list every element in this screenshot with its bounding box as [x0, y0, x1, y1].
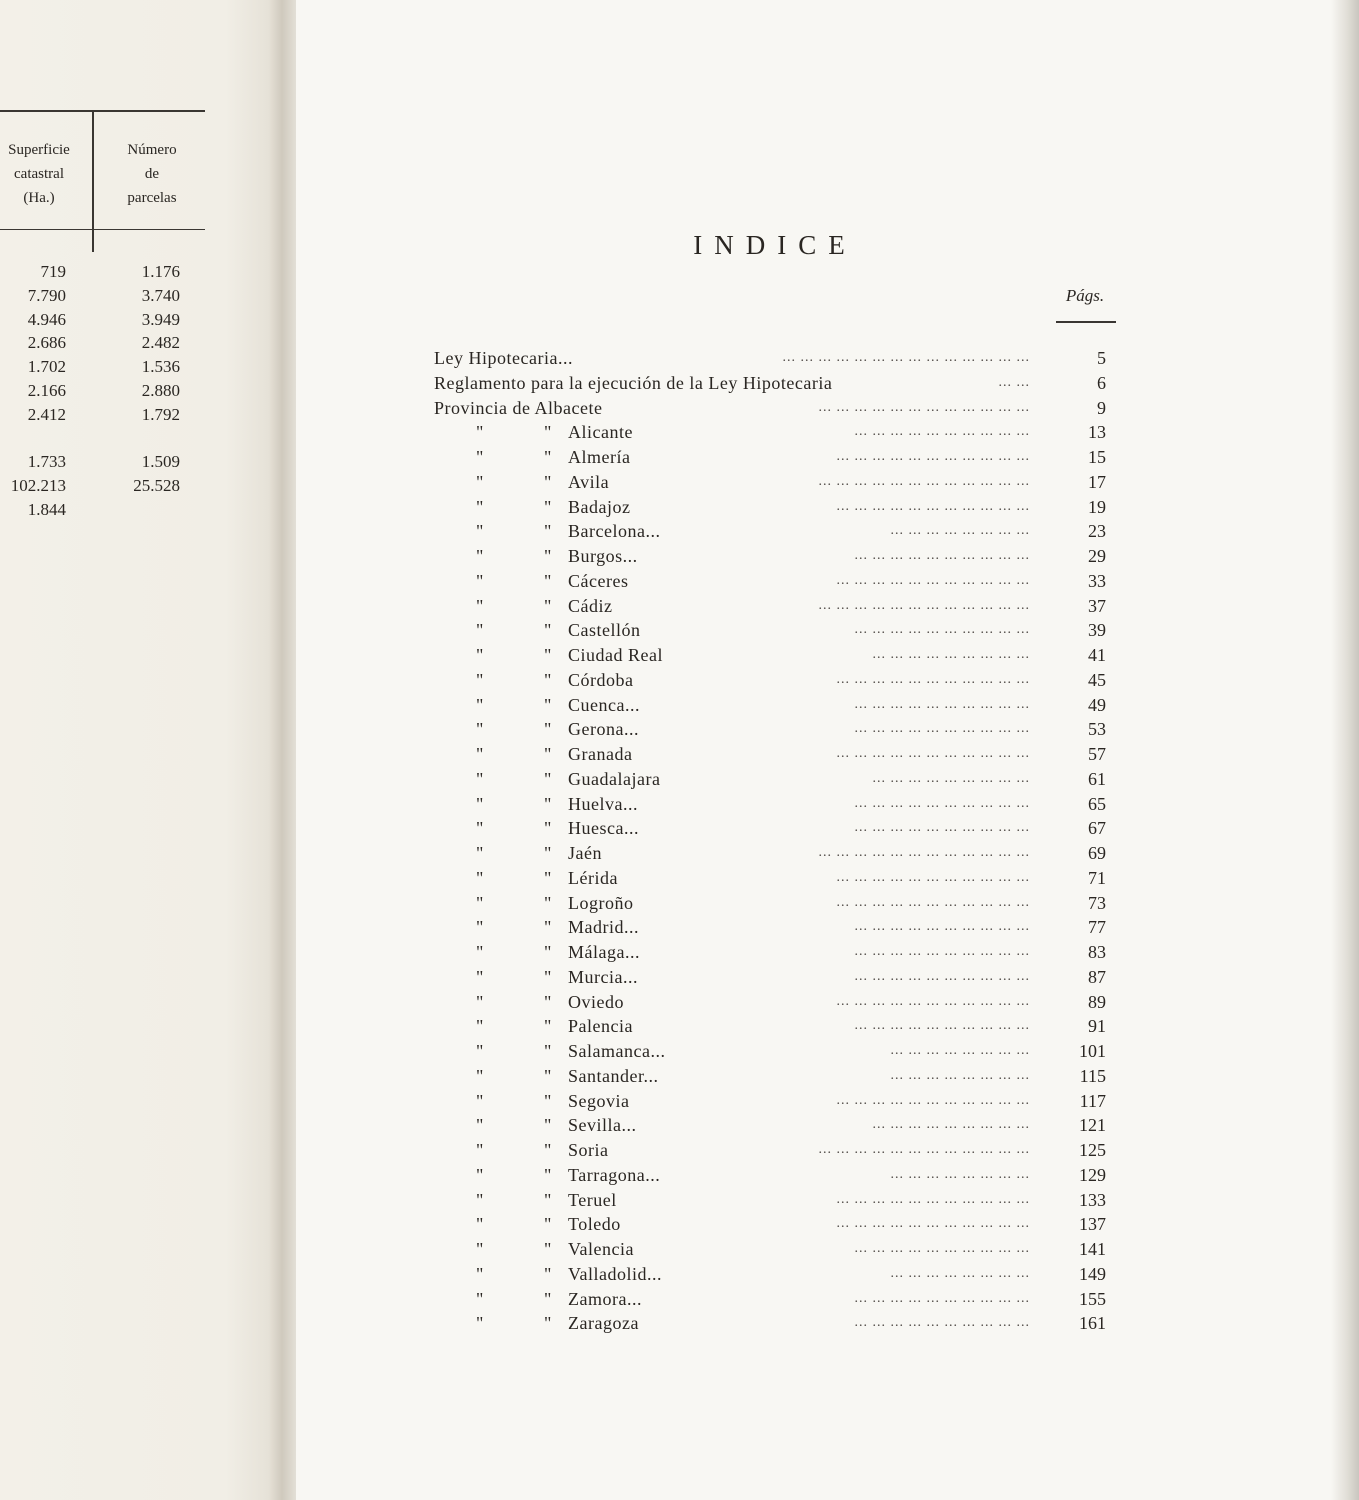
toc-entry [434, 816, 1106, 840]
toc-entry [434, 1014, 1106, 1038]
leader-dots: ... ... ... ... ... ... ... ... ... ... [854, 622, 1030, 638]
province-name: Teruel [568, 1189, 617, 1210]
toc-entry-label: Provincia de Albacete [434, 397, 603, 418]
left-page [0, 0, 282, 1500]
province-name: Valladolid... [568, 1263, 662, 1284]
toc-entry [434, 1262, 1106, 1286]
pages-column-label: Págs. [1065, 286, 1105, 305]
ditto-mark: " [476, 1164, 484, 1185]
ditto-mark: " [544, 1140, 552, 1160]
parcelas-value: 1.536 [141, 357, 180, 377]
province-name: Guadalajara [568, 768, 661, 789]
leader-dots: ... ... ... ... ... ... ... ... ... ... [854, 820, 1030, 836]
leader-dots: ... ... ... ... ... ... ... ... ... ... ... [836, 449, 1030, 464]
ditto-mark: " [544, 892, 552, 913]
parcelas-value: 1.176 [141, 262, 180, 281]
province-name: Tarragona... [568, 1164, 661, 1185]
toc-entry [434, 371, 1106, 395]
leader-dots: ... ... ... ... ... ... ... ... [890, 1265, 1030, 1281]
province-name: Salamanca... [568, 1041, 666, 1061]
toc-entry [434, 519, 1106, 543]
toc-entry [434, 544, 1106, 568]
ditto-mark: " [544, 942, 552, 962]
toc-entry [434, 470, 1106, 494]
ditto-mark: " [476, 942, 484, 962]
ditto-mark: " [476, 843, 484, 863]
header-line: Superficie [8, 142, 70, 158]
ditto-mark: " [476, 1090, 484, 1111]
leader-dots: ... ... ... ... ... ... ... ... ... ... [854, 795, 1030, 811]
leader-dots: ... ... ... ... ... ... ... ... ... [872, 770, 1030, 786]
toc-entry [434, 915, 1106, 939]
toc-page-number: 17 [1088, 471, 1106, 492]
ditto-mark: " [476, 645, 484, 665]
ditto-mark: " [476, 422, 484, 443]
toc-entry [434, 1188, 1106, 1212]
ditto-mark: " [544, 719, 552, 740]
toc-entry [434, 792, 1106, 816]
header-line: (Ha.) [23, 190, 55, 206]
toc-page-number: 6 [1097, 372, 1106, 393]
ditto-mark: " [544, 620, 552, 641]
leader-dots: ... ... ... ... ... ... ... ... ... ... ... [836, 993, 1030, 1009]
ditto-mark: " [544, 546, 552, 566]
toc-page-number: 45 [1088, 669, 1106, 690]
ditto-mark: " [544, 521, 552, 542]
province-name: Cádiz [568, 595, 613, 616]
toc-entry [434, 396, 1106, 420]
leader-dots: ... ... ... ... ... ... ... ... [890, 1067, 1030, 1083]
leader-dots: ... ... ... ... ... ... ... ... ... ... [854, 1018, 1030, 1034]
superficie-value: 7.790 [27, 285, 66, 305]
province-name: Palencia [568, 1016, 633, 1037]
ditto-mark: " [544, 694, 552, 715]
ditto-mark: " [476, 1115, 484, 1136]
toc-entry [434, 618, 1106, 642]
ditto-mark: " [476, 768, 484, 789]
toc-page-number: 133 [1079, 1189, 1106, 1210]
toc-page-number: 89 [1088, 991, 1106, 1012]
leader-dots: ... ... ... ... ... ... ... ... ... ... ... [836, 498, 1030, 514]
toc-entry [434, 594, 1106, 618]
page-title: INDICE [693, 230, 857, 260]
ditto-mark: " [544, 1090, 552, 1111]
superficie-value: 1.702 [27, 357, 66, 377]
province-name: Madrid... [568, 917, 639, 938]
leader-dots: ... ... ... ... ... ... ... ... ... ... ... [836, 671, 1030, 687]
ditto-mark: " [476, 496, 484, 517]
ditto-mark: " [476, 595, 484, 616]
toc-page-number: 23 [1088, 521, 1106, 542]
province-name: Toledo [568, 1214, 621, 1235]
toc-entry [434, 1039, 1106, 1063]
toc-page-number: 77 [1088, 917, 1106, 938]
ditto-mark: " [544, 1041, 552, 1061]
header-line: parcelas [127, 190, 177, 206]
leader-dots: ... ... ... ... ... ... ... ... ... ... ... ... [818, 845, 1030, 860]
leader-dots: ... ... ... ... ... ... ... ... ... ... ... [836, 572, 1030, 588]
ditto-mark: " [544, 867, 552, 888]
toc-page-number: 33 [1088, 570, 1106, 591]
ditto-mark: " [544, 744, 552, 764]
leader-dots: ... ... ... ... ... ... ... ... ... ... ... ... [818, 597, 1030, 613]
toc-page-number: 141 [1079, 1239, 1106, 1259]
table-column-divider [92, 112, 94, 252]
parcelas-value: 2.482 [141, 333, 180, 353]
parcelas-value: 3.740 [141, 285, 180, 305]
toc-entry [434, 1138, 1106, 1162]
leader-dots: ... ... ... ... ... ... ... ... ... ... ... ... [818, 399, 1030, 415]
leader-dots: ... ... ... ... ... ... ... ... ... ... ... ... [818, 473, 1030, 489]
ditto-mark: " [544, 669, 552, 690]
toc-entry [434, 990, 1106, 1014]
province-name: Badajoz [568, 496, 631, 517]
header-line: catastral [14, 166, 64, 182]
ditto-mark: " [476, 719, 484, 740]
province-name: Almería [568, 447, 631, 467]
ditto-mark: " [544, 991, 552, 1012]
toc-page-number: 87 [1088, 966, 1106, 987]
superficie-value: 719 [40, 262, 66, 281]
toc-page-number: 71 [1088, 867, 1106, 888]
toc-page-number: 37 [1088, 595, 1106, 616]
superficie-value: 1.844 [27, 500, 66, 519]
parcelas-value: 25.528 [133, 476, 180, 496]
leader-dots: ... ... ... ... ... ... ... ... ... [872, 1117, 1030, 1133]
leader-dots: ... ... ... ... ... ... ... ... ... ... ... [836, 1216, 1030, 1232]
ditto-mark: " [544, 1164, 552, 1185]
leader-dots: ... ... ... ... ... ... ... ... ... ... ... ... ... ... [782, 350, 1030, 365]
toc-entry [434, 767, 1106, 791]
parcelas-value: 1.509 [141, 452, 180, 472]
ditto-mark: " [476, 1016, 484, 1037]
toc-entry [434, 1212, 1106, 1236]
superficie-value: 1.733 [27, 452, 66, 472]
ditto-mark: " [544, 843, 552, 863]
leader-dots: ... ... ... ... ... ... ... ... ... ... [854, 721, 1030, 737]
ditto-mark: " [544, 422, 552, 443]
leader-dots: ... ... ... ... ... ... ... ... ... ... [854, 424, 1030, 440]
toc-entry [434, 420, 1106, 444]
leader-dots: ... ... ... ... ... ... ... ... ... ... [854, 1241, 1030, 1256]
toc-page-number: 41 [1088, 645, 1106, 665]
leader-dots: ... ... ... ... ... ... ... ... ... ... [854, 1315, 1030, 1331]
province-name: Zamora... [568, 1288, 642, 1309]
ditto-mark: " [544, 793, 552, 814]
ditto-mark: " [544, 1263, 552, 1284]
ditto-mark: " [476, 1065, 484, 1086]
toc-entry [434, 1287, 1106, 1311]
toc-page-number: 117 [1079, 1090, 1106, 1111]
leader-dots: ... ... ... ... ... ... ... ... ... ... [854, 968, 1030, 984]
toc-entry [434, 668, 1106, 692]
ditto-mark: " [476, 917, 484, 938]
province-name: Ciudad Real [568, 645, 663, 665]
province-name: Jaén [568, 843, 602, 863]
toc-page-number: 13 [1088, 422, 1106, 443]
leader-dots: ... ... ... ... ... ... ... ... [890, 523, 1030, 539]
toc-page-number: 57 [1088, 744, 1106, 764]
toc-entry [434, 1089, 1106, 1113]
superficie-value: 102.213 [10, 476, 66, 496]
superficie-value: 2.166 [27, 381, 66, 400]
toc-page-number: 69 [1088, 843, 1106, 863]
province-name: Barcelona... [568, 521, 661, 542]
ditto-mark: " [476, 1313, 484, 1334]
ditto-mark: " [476, 620, 484, 641]
toc-page-number: 137 [1079, 1214, 1106, 1235]
leader-dots: ... ... ... ... ... ... ... ... ... ... ... [836, 1191, 1030, 1207]
toc-entry [434, 717, 1106, 741]
toc-entry [434, 1113, 1106, 1137]
leader-dots: ... ... ... ... ... ... ... ... ... ... ... [836, 869, 1030, 885]
province-name: Huelva... [568, 793, 638, 814]
leader-dots: ... ... ... ... ... ... ... ... [890, 1166, 1030, 1182]
province-name: Málaga... [568, 942, 640, 962]
province-name: Lérida [568, 867, 618, 888]
leader-dots: ... ... ... ... ... ... ... ... [890, 1043, 1030, 1058]
ditto-mark: " [476, 1140, 484, 1160]
ditto-mark: " [476, 669, 484, 690]
province-name: Cuenca... [568, 694, 640, 715]
province-name: Zaragoza [568, 1313, 639, 1334]
header-line: Número [127, 142, 177, 158]
ditto-mark: " [544, 1065, 552, 1086]
province-name: Oviedo [568, 991, 624, 1012]
ditto-mark: " [544, 645, 552, 665]
toc-entry [434, 693, 1106, 717]
ditto-mark: " [544, 1214, 552, 1235]
ditto-mark: " [476, 1288, 484, 1309]
ditto-mark: " [476, 818, 484, 839]
table-header-rule [0, 229, 205, 230]
ditto-mark: " [476, 793, 484, 814]
toc-page-number: 67 [1088, 818, 1106, 839]
province-name: Soria [568, 1140, 609, 1160]
province-name: Segovia [568, 1090, 630, 1111]
leader-dots: ... ... [998, 374, 1030, 390]
header-line: de [144, 166, 160, 182]
ditto-mark: " [476, 744, 484, 764]
toc-page-number: 39 [1088, 620, 1106, 641]
parcelas-value: 3.949 [141, 309, 180, 329]
leader-dots: ... ... ... ... ... ... ... ... ... ... ... [836, 894, 1030, 910]
toc-page-number: 73 [1088, 892, 1106, 913]
toc-page-number: 129 [1079, 1164, 1106, 1185]
toc-entry [434, 346, 1106, 370]
leader-dots: ... ... ... ... ... ... ... ... ... ... ... [836, 746, 1030, 761]
ditto-mark: " [476, 1214, 484, 1235]
toc-page-number: 115 [1079, 1065, 1106, 1086]
leader-dots: ... ... ... ... ... ... ... ... ... ... [854, 944, 1030, 959]
province-name: Sevilla... [568, 1115, 637, 1136]
province-name: Alicante [568, 422, 633, 443]
toc-page-number: 53 [1088, 719, 1106, 740]
table-top-rule [0, 110, 205, 112]
ditto-mark: " [476, 1239, 484, 1259]
toc-entry [434, 569, 1106, 593]
ditto-mark: " [544, 447, 552, 467]
province-name: Avila [568, 471, 610, 492]
toc-page-number: 15 [1088, 447, 1106, 467]
toc-entry [434, 891, 1106, 915]
ditto-mark: " [476, 867, 484, 888]
toc-entry [434, 866, 1106, 890]
toc-entry [434, 965, 1106, 989]
leader-dots: ... ... ... ... ... ... ... ... ... ... ... [836, 1092, 1030, 1108]
toc-page-number: 121 [1079, 1115, 1106, 1136]
ditto-mark: " [476, 892, 484, 913]
toc-entry [434, 1311, 1106, 1335]
superficie-value: 2.686 [27, 333, 66, 353]
ditto-mark: " [476, 694, 484, 715]
toc-entry-label: Reglamento para la ejecución de la Ley Hipotecaria [434, 372, 833, 393]
ditto-mark: " [476, 966, 484, 987]
province-name: Murcia... [568, 966, 638, 987]
toc-page-number: 91 [1088, 1016, 1106, 1037]
toc-page-number: 29 [1088, 546, 1106, 566]
ditto-mark: " [476, 1041, 484, 1061]
ditto-mark: " [544, 496, 552, 517]
superficie-value: 2.412 [27, 404, 66, 424]
toc-entry [434, 1064, 1106, 1088]
ditto-mark: " [544, 1115, 552, 1136]
header-numero [108, 138, 196, 210]
ditto-mark: " [544, 570, 552, 591]
ditto-mark: " [476, 991, 484, 1012]
ditto-mark: " [476, 1189, 484, 1210]
leader-dots: ... ... ... ... ... ... ... ... ... ... [854, 696, 1030, 712]
toc-page-number: 125 [1079, 1140, 1106, 1160]
toc-entry [434, 940, 1106, 964]
toc-entry [434, 495, 1106, 519]
ditto-mark: " [476, 1263, 484, 1284]
toc-page-number: 83 [1088, 942, 1106, 962]
toc-entry [434, 445, 1106, 469]
toc-entry [434, 1163, 1106, 1187]
province-name: Logroño [568, 892, 634, 913]
ditto-mark: " [476, 570, 484, 591]
ditto-mark: " [476, 471, 484, 492]
ditto-mark: " [544, 471, 552, 492]
toc-page-number: 9 [1097, 397, 1106, 418]
toc-page-number: 101 [1079, 1041, 1106, 1061]
toc-page-number: 5 [1097, 348, 1106, 368]
ditto-mark: " [544, 818, 552, 839]
parcelas-value: 1.792 [141, 404, 180, 424]
ditto-mark: " [544, 1239, 552, 1259]
toc-page-number: 149 [1079, 1263, 1106, 1284]
ditto-mark: " [544, 1313, 552, 1334]
ditto-mark: " [476, 447, 484, 467]
ditto-mark: " [544, 917, 552, 938]
leader-dots: ... ... ... ... ... ... ... ... ... ... [854, 919, 1030, 935]
ditto-mark: " [544, 768, 552, 789]
province-name: Castellón [568, 620, 641, 641]
ditto-mark: " [544, 595, 552, 616]
province-name: Burgos... [568, 546, 638, 566]
toc-entry-label: Ley Hipotecaria... [434, 348, 573, 368]
toc-page-number: 65 [1088, 793, 1106, 814]
ditto-mark: " [476, 546, 484, 566]
leader-dots: ... ... ... ... ... ... ... ... ... ... ... ... [818, 1142, 1030, 1157]
province-name: Córdoba [568, 669, 634, 690]
ditto-mark: " [476, 521, 484, 542]
toc-entry [434, 643, 1106, 667]
toc-entry [434, 841, 1106, 865]
page-edge [1331, 0, 1359, 1500]
leader-dots: ... ... ... ... ... ... ... ... ... [872, 647, 1030, 662]
parcelas-value: 2.880 [141, 381, 180, 400]
toc-entry [434, 1237, 1106, 1261]
province-name: Gerona... [568, 719, 639, 740]
leader-dots: ... ... ... ... ... ... ... ... ... ... [854, 1290, 1030, 1306]
toc-entry [434, 742, 1106, 766]
leader-dots: ... ... ... ... ... ... ... ... ... ... [854, 548, 1030, 563]
province-name: Santander... [568, 1065, 659, 1086]
pages-label-rule [1056, 321, 1116, 323]
ditto-mark: " [544, 1016, 552, 1037]
ditto-mark: " [544, 1288, 552, 1309]
superficie-value: 4.946 [27, 309, 66, 329]
province-name: Granada [568, 744, 633, 764]
toc-page-number: 161 [1079, 1313, 1106, 1334]
province-name: Valencia [568, 1239, 634, 1259]
header-superficie [0, 138, 78, 210]
toc-page-number: 49 [1088, 694, 1106, 715]
toc-page-number: 155 [1079, 1288, 1106, 1309]
province-name: Cáceres [568, 570, 629, 591]
toc-page-number: 19 [1088, 496, 1106, 517]
toc-page-number: 61 [1088, 768, 1106, 789]
ditto-mark: " [544, 1189, 552, 1210]
province-name: Huesca... [568, 818, 639, 839]
ditto-mark: " [544, 966, 552, 987]
